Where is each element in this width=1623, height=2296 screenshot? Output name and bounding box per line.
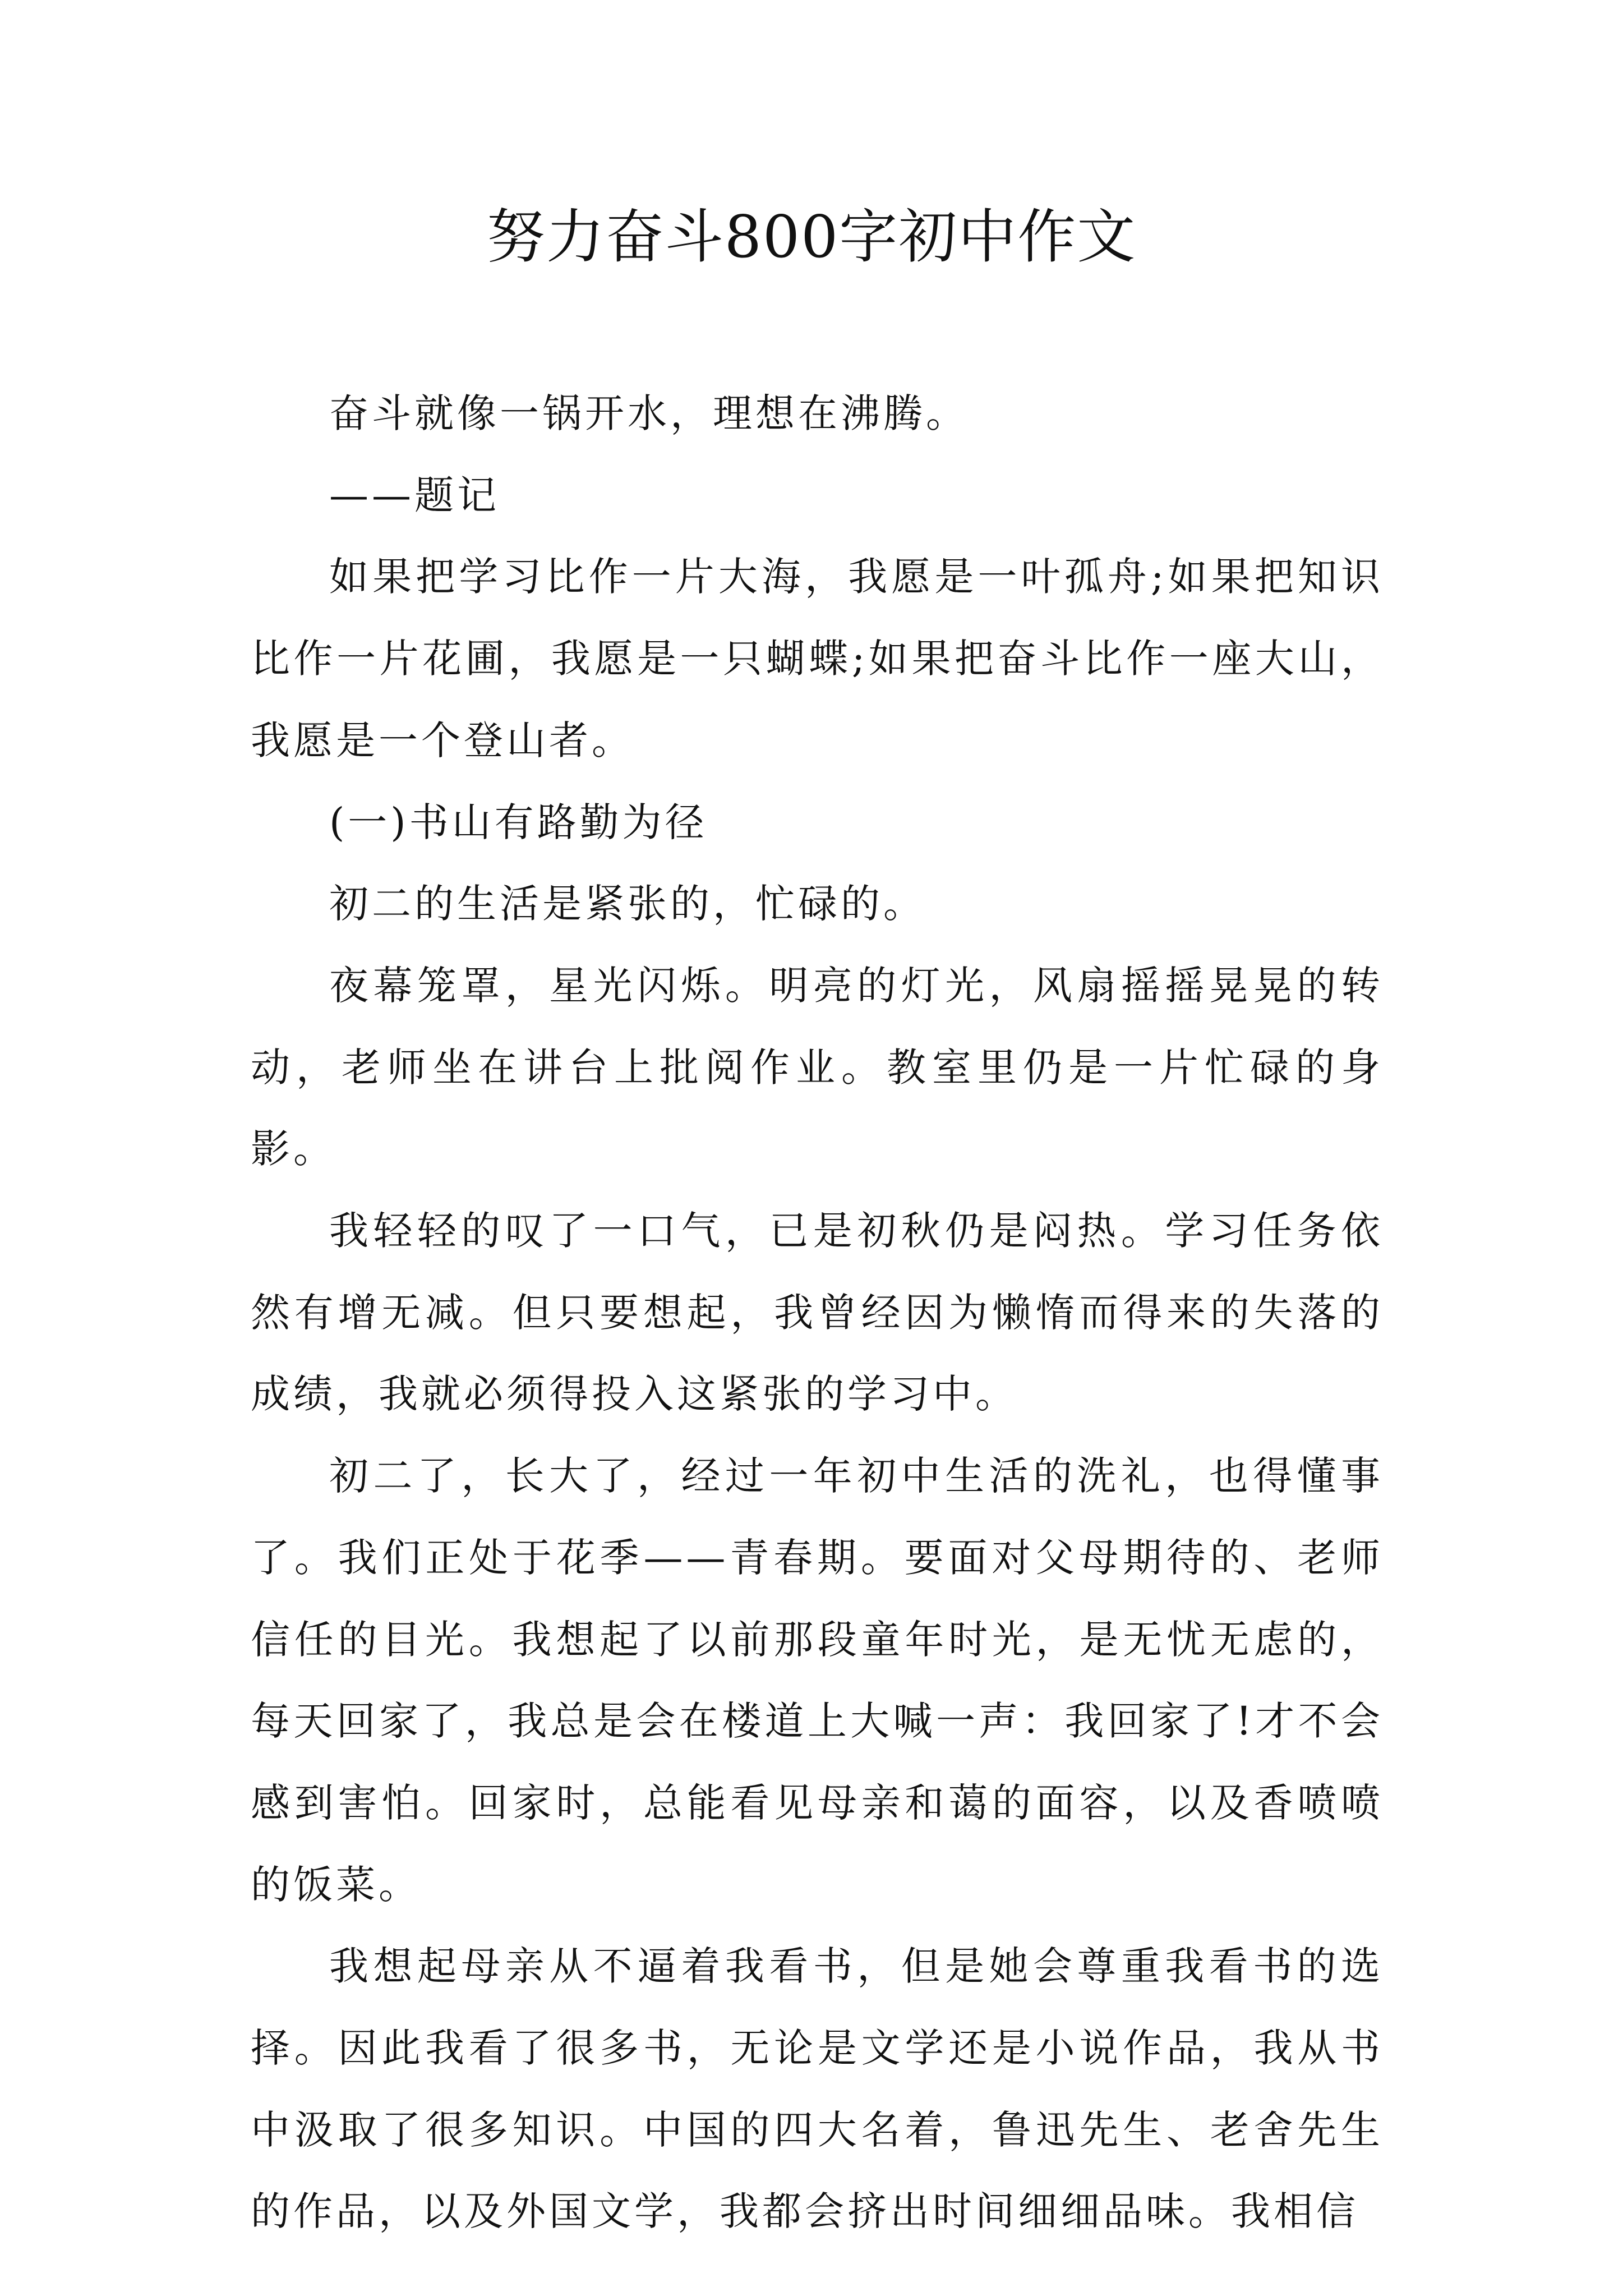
paragraph: 夜幕笼罩，星光闪烁。明亮的灯光，风扇摇摇晃晃的转动，老师坐在讲台上批阅作业。教室里仍是一片忙碌的身影。 <box>251 962 1384 1172</box>
document-title: 努力奋斗800字初中作文 <box>486 203 1137 271</box>
paragraph: 初二了，长大了，经过一年初中生活的洗礼，也得懂事了。我们正处于花季——青春期。要面对父母期待的、老师信任的目光。我想起了以前那段童年时光，是无忧无虑的，每天回家了，我总是会在楼道上大喊一声：我回家了!才不会感到害怕。回家时，总能看见母亲和蔼的面容，以及香喷喷的饭菜。 <box>251 1453 1384 1908</box>
section-heading: (一)书山有路勤为径 <box>329 799 708 845</box>
paragraph-intro: 如果把学习比作一片大海，我愿是一叶孤舟;如果把知识比作一片花圃，我愿是一只蝴蝶;如果把奋斗比作一座大山，我愿是一个登山者。 <box>251 554 1384 763</box>
paragraph-epigraph-attribution: ——题记 <box>329 472 500 518</box>
document-body <box>251 373 1384 2253</box>
paragraph: 我想起母亲从不逼着我看书，但是她会尊重我看书的选择。因此我看了很多书，无论是文学还是小说作品，我从书中汲取了很多知识。中国的四大名着，鲁迅先生、老舍先生的作品，以及外国文学，我都会挤出时间细细品味。我相信 <box>251 1943 1384 2235</box>
paragraph-epigraph: 奋斗就像一锅开水，理想在沸腾。 <box>329 390 969 436</box>
paragraph: 初二的生活是紧张的，忙碌的。 <box>329 881 926 927</box>
paragraph: 我轻轻的叹了一口气，已是初秋仍是闷热。学习任务依然有增无减。但只要想起，我曾经因为懒惰而得来的失落的成绩，我就必须得投入这紧张的学习中。 <box>251 1208 1384 1418</box>
